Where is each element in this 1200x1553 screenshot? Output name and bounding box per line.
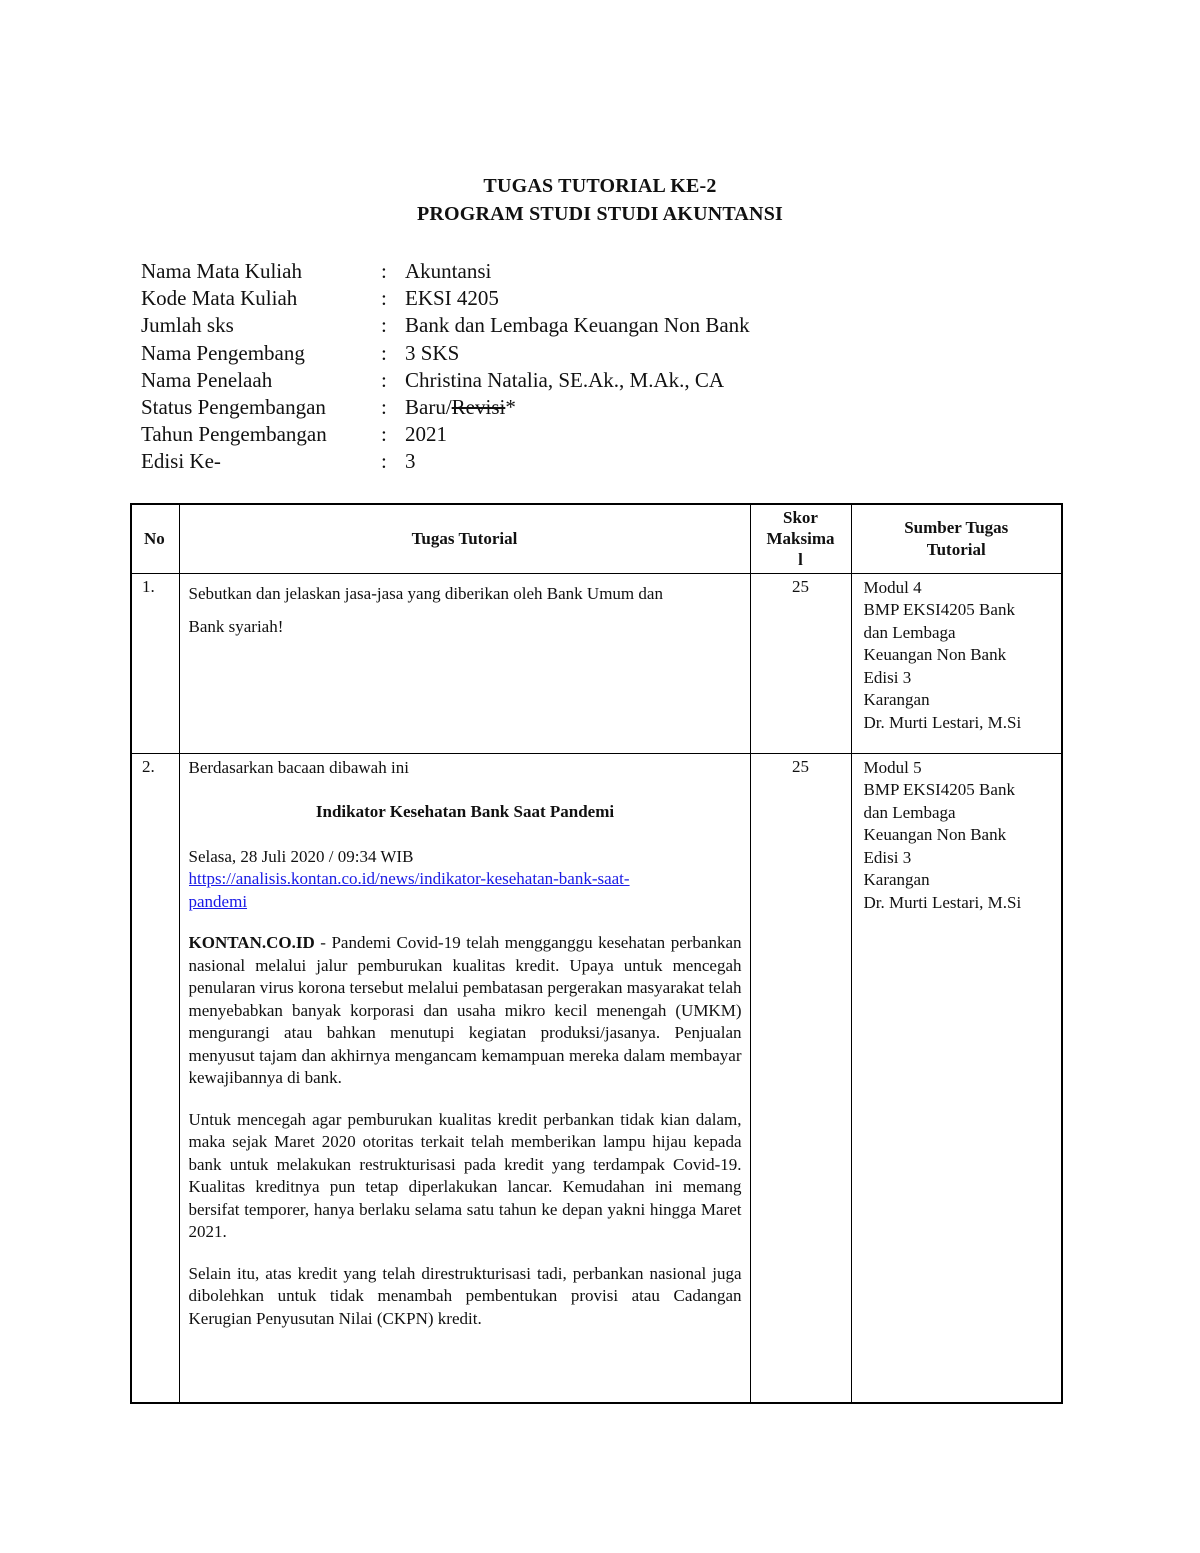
meta-row-course-code (141, 285, 750, 312)
tasks-table (130, 503, 1063, 1404)
article-date: Selasa, 28 Juli 2020 / 09:34 WIB (188, 846, 414, 866)
meta-colon: : (381, 449, 387, 474)
meta-label: Edisi Ke- (141, 449, 221, 474)
meta-value: Christina Natalia, SE.Ak., M.Ak., CA (405, 367, 725, 392)
meta-row-edition (141, 448, 750, 475)
article-paragraph-3: Selain itu, atas kredit yang telah direstrukturisasi tadi, perbankan nasional juga dibolehkan untuk tidak menambah pembentukan provisi atau Cadangan Kerugian Penyusutan Nilai (CKPN) kredit. (188, 1263, 742, 1328)
meta-row-year (141, 421, 750, 448)
header-task: Tugas Tutorial (179, 504, 750, 573)
meta-label: Kode Mata Kuliah (141, 286, 298, 311)
meta-colon: : (381, 395, 387, 420)
meta-value: 2021 (405, 422, 447, 447)
meta-label: Tahun Pengembangan (141, 422, 327, 447)
meta-row-reviewer (141, 367, 750, 394)
meta-row-course-name (141, 258, 750, 285)
task-intro: Berdasarkan bacaan dibawah ini (188, 757, 409, 777)
meta-colon: : (381, 313, 387, 338)
meta-row-status (141, 394, 750, 421)
article-link-line1[interactable]: https://analisis.kontan.co.id/news/indikator-kesehatan-bank-saat- (188, 869, 630, 888)
status-revision-struck: Revisi (451, 395, 506, 420)
meta-label: Status Pengembangan (141, 395, 326, 420)
article-source-lead: KONTAN.CO.ID (188, 933, 315, 952)
source-line: dan Lembaga (863, 802, 956, 822)
meta-colon: : (381, 340, 387, 365)
meta-value: 3 SKS (405, 340, 460, 365)
source-line: Modul 4 (863, 577, 922, 597)
table-header-row (131, 504, 1062, 573)
source-line: Karangan (863, 870, 930, 889)
course-info (141, 258, 750, 476)
task-content (189, 757, 742, 1401)
meta-colon: : (381, 286, 387, 311)
document-title: TUGAS TUTORIAL KE-2 (483, 175, 717, 197)
article-link[interactable] (189, 868, 742, 913)
header-source (851, 504, 1062, 573)
table-row (131, 573, 1062, 753)
source-line: Dr. Murti Lestari, M.Si (863, 892, 1022, 912)
task-cell (179, 753, 750, 1403)
row-number: 2. (131, 753, 179, 1403)
meta-label: Nama Penelaah (141, 367, 273, 392)
status-new: Baru/ (405, 395, 452, 420)
status-asterisk: * (505, 395, 516, 420)
meta-value: Bank dan Lembaga Keuangan Non Bank (405, 313, 750, 338)
header-max-score-line3: l (798, 550, 803, 570)
meta-row-developer (141, 340, 750, 367)
article-paragraph-2: Untuk mencegah agar pemburukan kualitas kredit perbankan tidak kian dalam, maka sejak Maret 2020 otoritas terkait telah memberikan lampu hijau kepada bank untuk melakukan restrukturisasi pada kredit yang terdampak Covid-19. Kualitas kreditnya pun tetap diperlakukan lancar. Kemudahan ini memang bersifat temporer, hanya berlaku selama satu tahun ke depan yakni hingga Maret 2021. (188, 1109, 742, 1241)
program-title: PROGRAM STUDI STUDI AKUNTANSI (416, 203, 784, 225)
meta-label: Nama Pengembang (141, 340, 305, 365)
source-line: Dr. Murti Lestari, M.Si (863, 712, 1022, 732)
table-row (131, 753, 1062, 1403)
source-line: BMP EKSI4205 Bank (863, 780, 1015, 799)
meta-value: 3 (405, 449, 416, 474)
meta-label: Jumlah sks (141, 313, 234, 338)
source-line: dan Lembaga (863, 622, 956, 642)
max-score: 25 (750, 573, 851, 753)
source-cell (851, 753, 1062, 1403)
meta-value (405, 395, 516, 420)
header-max-score-line2: Maksima (766, 529, 835, 549)
meta-value: Akuntansi (405, 259, 492, 284)
article-paragraph-1 (189, 932, 742, 1090)
header-no: No (131, 504, 179, 573)
meta-label: Nama Mata Kuliah (141, 259, 302, 284)
task-text-line1: Sebutkan dan jelaskan jasa-jasa yang diberikan oleh Bank Umum dan (188, 583, 663, 603)
source-line: BMP EKSI4205 Bank (863, 600, 1015, 619)
meta-row-credits (141, 312, 750, 339)
source-line: Edisi 3 (863, 847, 912, 867)
task-text-line2: Bank syariah! (188, 616, 284, 636)
meta-colon: : (381, 367, 387, 392)
header-max-score-line1: Skor (783, 508, 818, 528)
source-line: Keuangan Non Bank (863, 645, 1007, 664)
source-line: Karangan (863, 690, 930, 709)
article-title: Indikator Kesehatan Bank Saat Pandemi (315, 802, 615, 821)
meta-colon: : (381, 259, 387, 284)
header-max-score (750, 504, 851, 573)
meta-colon: : (381, 422, 387, 447)
source-line: Edisi 3 (863, 667, 912, 687)
max-score: 25 (750, 753, 851, 1403)
meta-value: EKSI 4205 (405, 286, 499, 311)
source-cell (851, 573, 1062, 753)
header-source-line2: Tutorial (926, 539, 986, 559)
article-paragraph-1-text: - Pandemi Covid-19 telah mengganggu kesehatan perbankan nasional melalui jalur pemburukan kualitas kredit. Upaya untuk mencegah penularan virus korona tersebut melalui pembatasan pergerakan masyarakat telah menyebabkan banyak korporasi dan usaha mikro kecil menengah (UMKM) mengurangi atau bahkan menutupi kegiatan produksi/jasanya. Penjualan menyusut tajam dan akhirnya mengancam kemampuan mereka dalam membayar kewajibannya di bank. (188, 933, 742, 1087)
source-line: Modul 5 (863, 757, 922, 777)
header-source-line1: Sumber Tugas (904, 517, 1009, 537)
article-link-line2[interactable]: pandemi (188, 891, 248, 911)
task-cell (179, 573, 750, 753)
row-number: 1. (131, 573, 179, 753)
source-line: Keuangan Non Bank (863, 825, 1007, 844)
